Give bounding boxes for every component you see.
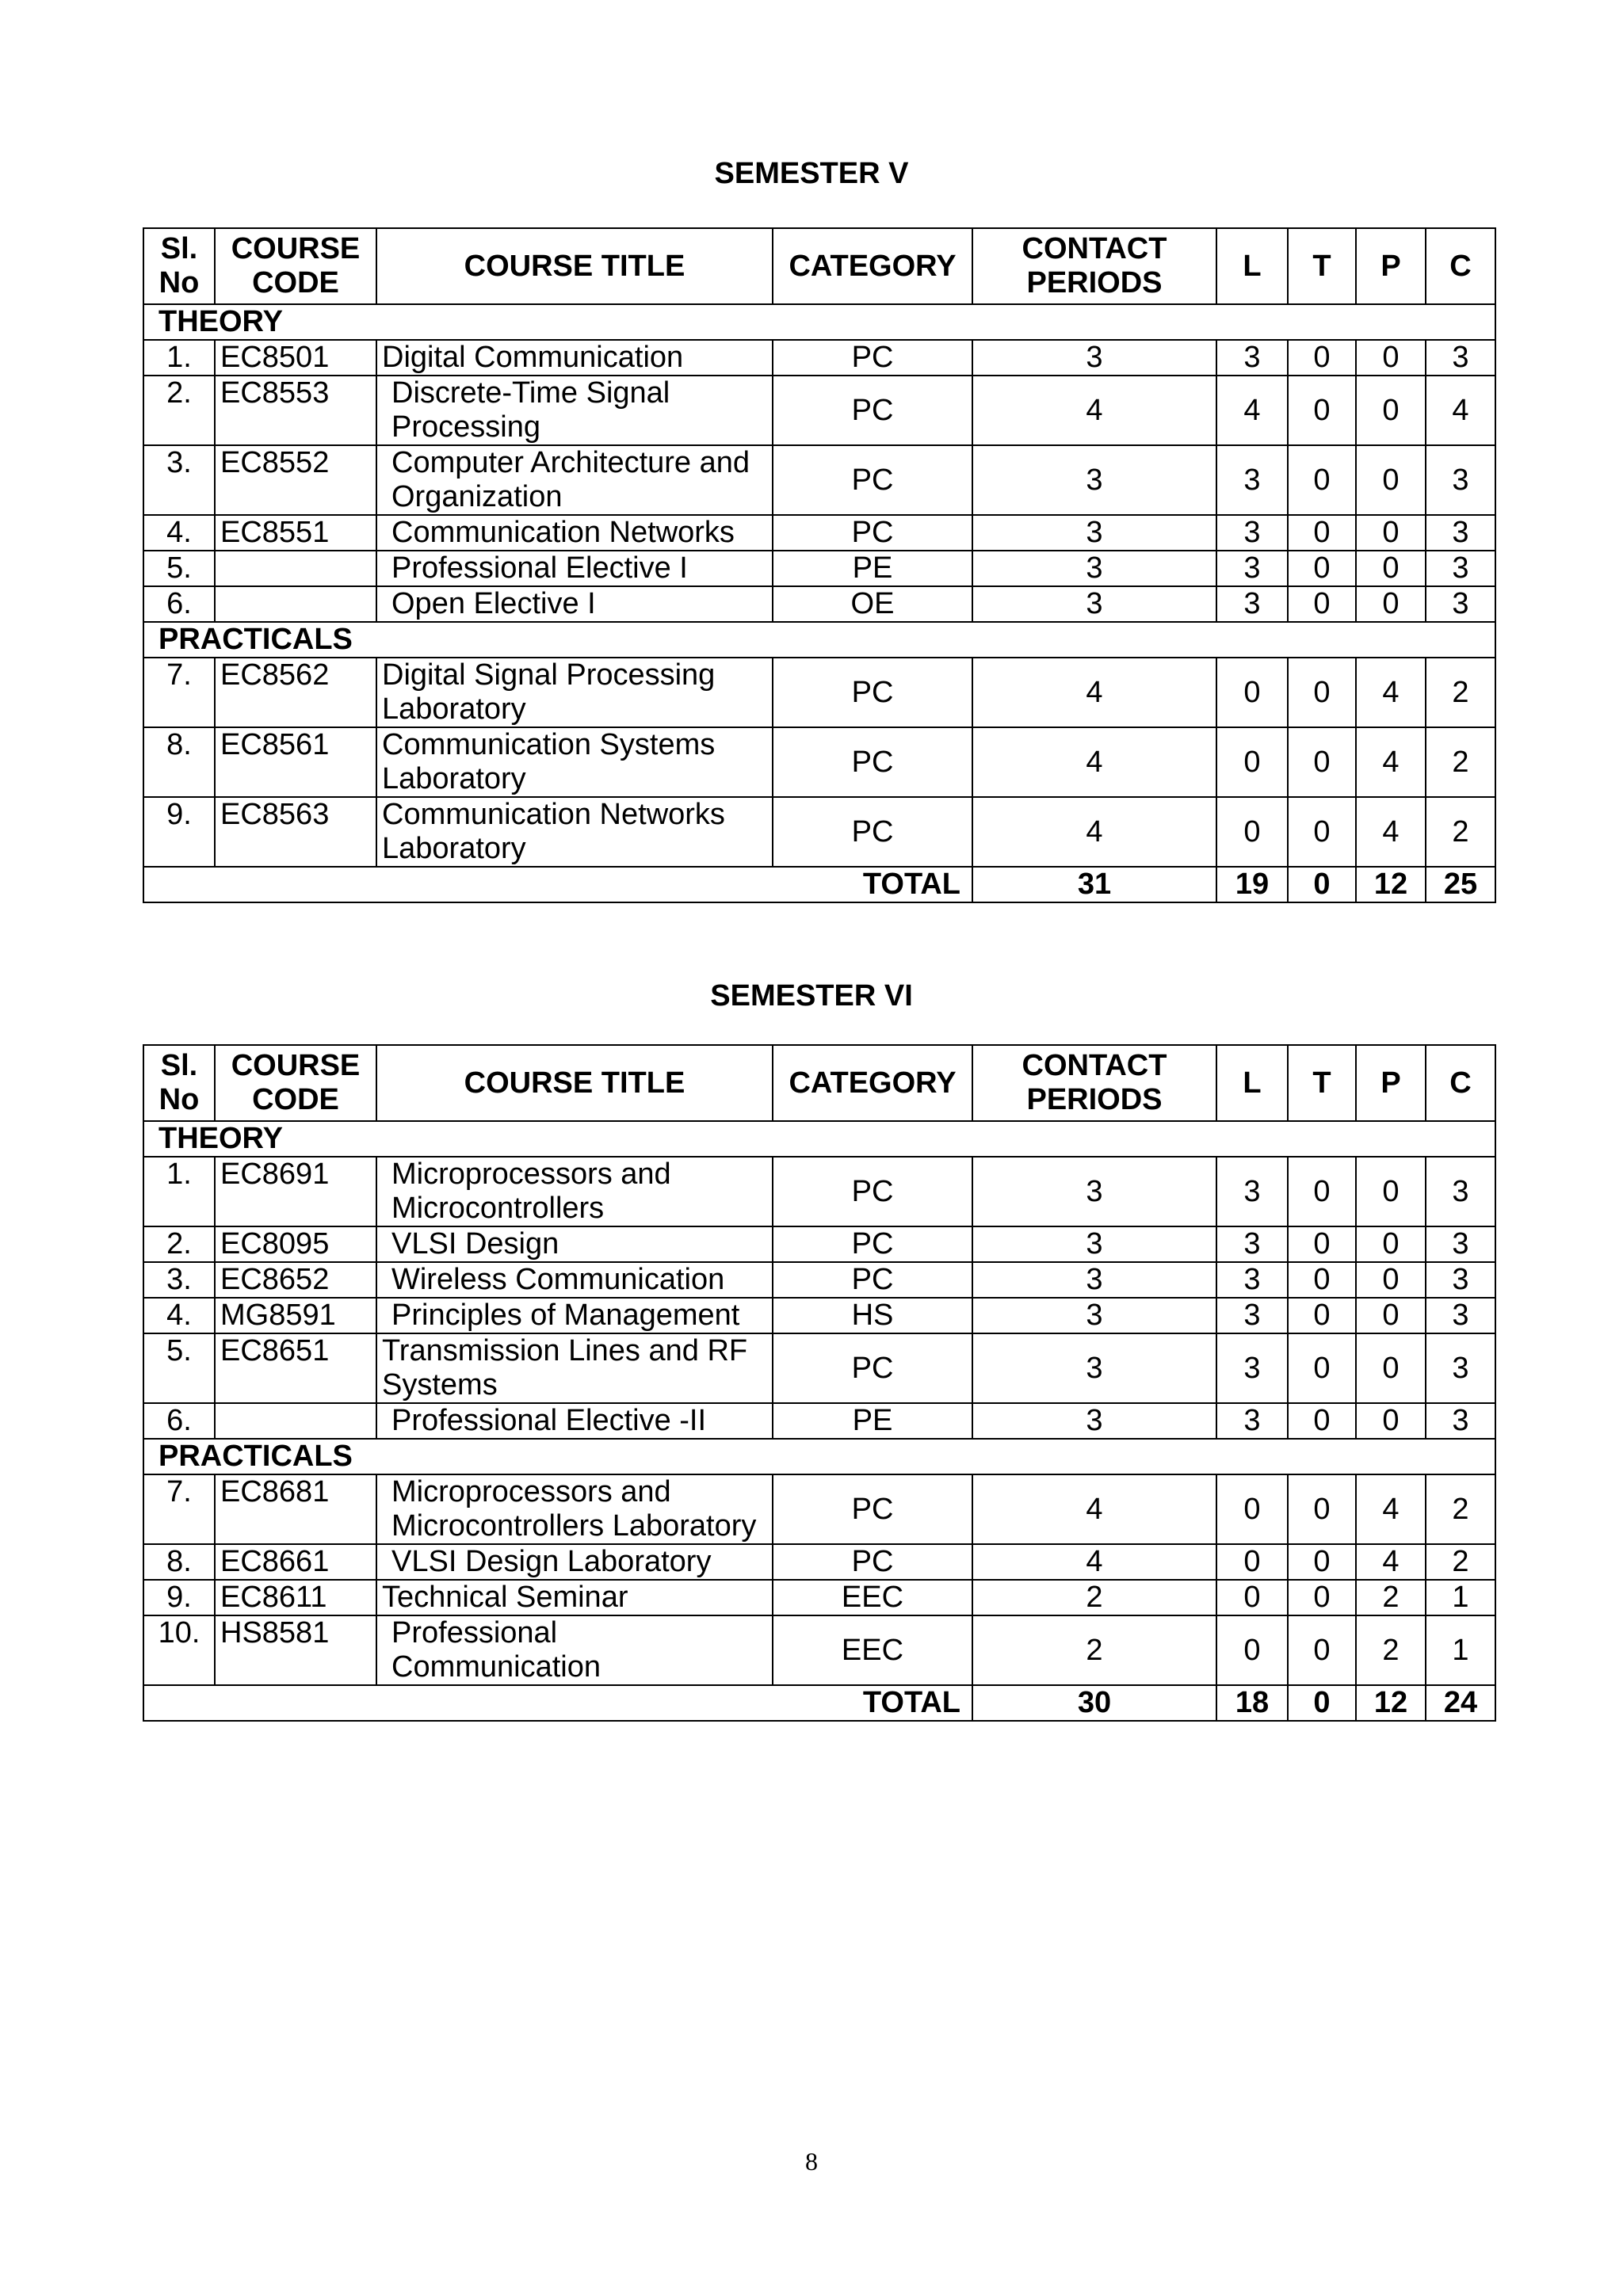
cell-p: 4 <box>1356 658 1426 727</box>
cell-cp: 3 <box>972 1157 1216 1226</box>
cell-no: 5. <box>143 1333 215 1403</box>
cell-c: 3 <box>1426 1403 1495 1439</box>
total-row <box>143 867 1495 902</box>
cell-code: EC8501 <box>215 340 376 376</box>
cell-p: 0 <box>1356 445 1426 515</box>
cell-title: Discrete-Time Signal Processing <box>376 376 773 445</box>
cell-c: 3 <box>1426 340 1495 376</box>
cell-cp: 4 <box>972 1474 1216 1544</box>
cell-t: 0 <box>1288 551 1356 586</box>
cell-c: 3 <box>1426 1262 1495 1298</box>
cell-no: 6. <box>143 1403 215 1439</box>
cell-no: 2. <box>143 376 215 445</box>
cell-p: 0 <box>1356 376 1426 445</box>
cell-t: 0 <box>1288 515 1356 551</box>
cell-t: 0 <box>1288 727 1356 797</box>
cell-title: Digital Communication <box>376 340 773 376</box>
cell-l: 3 <box>1216 1157 1288 1226</box>
cell-p: 4 <box>1356 797 1426 867</box>
cell-l: 3 <box>1216 340 1288 376</box>
cell-cp: 4 <box>972 658 1216 727</box>
cell-l: 3 <box>1216 1262 1288 1298</box>
cell-t: 0 <box>1288 376 1356 445</box>
cell-code: EC8611 <box>215 1580 376 1615</box>
cell-no: 1. <box>143 1157 215 1226</box>
cell-p: 0 <box>1356 1298 1426 1333</box>
cell-c: 2 <box>1426 658 1495 727</box>
cell-cp: 4 <box>972 797 1216 867</box>
total-l: 18 <box>1216 1685 1288 1721</box>
cell-no: 3. <box>143 1262 215 1298</box>
column-header: P <box>1356 228 1426 304</box>
cell-p: 2 <box>1356 1580 1426 1615</box>
cell-l: 3 <box>1216 551 1288 586</box>
semester-v-title: SEMESTER V <box>714 157 909 190</box>
cell-cat: PC <box>773 1262 972 1298</box>
cell-c: 3 <box>1426 551 1495 586</box>
total-cp: 30 <box>972 1685 1216 1721</box>
cell-code: EC8652 <box>215 1262 376 1298</box>
cell-cp: 3 <box>972 1262 1216 1298</box>
column-header: COURSE CODE <box>215 1045 376 1121</box>
course-row <box>143 1474 1495 1544</box>
cell-l: 0 <box>1216 658 1288 727</box>
total-t: 0 <box>1288 867 1356 902</box>
semester-vi-table <box>143 1044 1496 1722</box>
cell-p: 0 <box>1356 1226 1426 1262</box>
total-label: TOTAL <box>143 1685 972 1721</box>
cell-c: 2 <box>1426 797 1495 867</box>
cell-c: 2 <box>1426 1544 1495 1580</box>
section-row <box>143 1439 1495 1474</box>
total-cp: 31 <box>972 867 1216 902</box>
header-row <box>143 228 1495 304</box>
cell-t: 0 <box>1288 1474 1356 1544</box>
cell-code: EC8551 <box>215 515 376 551</box>
cell-cat: PC <box>773 1333 972 1403</box>
course-row <box>143 551 1495 586</box>
cell-no: 4. <box>143 515 215 551</box>
section-label: THEORY <box>143 304 1495 340</box>
cell-cat: PC <box>773 658 972 727</box>
cell-cp: 2 <box>972 1615 1216 1685</box>
total-c: 25 <box>1426 867 1495 902</box>
column-header: CATEGORY <box>773 228 972 304</box>
cell-no: 1. <box>143 340 215 376</box>
cell-cp: 3 <box>972 586 1216 622</box>
total-c: 24 <box>1426 1685 1495 1721</box>
cell-t: 0 <box>1288 1298 1356 1333</box>
course-row <box>143 340 1495 376</box>
cell-no: 3. <box>143 445 215 515</box>
course-row <box>143 1298 1495 1333</box>
cell-no: 10. <box>143 1615 215 1685</box>
cell-no: 5. <box>143 551 215 586</box>
cell-t: 0 <box>1288 586 1356 622</box>
cell-title: Transmission Lines and RF Systems <box>376 1333 773 1403</box>
cell-l: 3 <box>1216 1403 1288 1439</box>
cell-cp: 4 <box>972 376 1216 445</box>
course-row <box>143 1333 1495 1403</box>
cell-code: EC8691 <box>215 1157 376 1226</box>
cell-title: VLSI Design <box>376 1226 773 1262</box>
cell-cp: 3 <box>972 1298 1216 1333</box>
cell-title: Open Elective I <box>376 586 773 622</box>
cell-cp: 3 <box>972 340 1216 376</box>
cell-l: 0 <box>1216 1544 1288 1580</box>
cell-p: 0 <box>1356 515 1426 551</box>
course-row <box>143 1615 1495 1685</box>
column-header: COURSE TITLE <box>376 1045 773 1121</box>
cell-t: 0 <box>1288 658 1356 727</box>
cell-l: 4 <box>1216 376 1288 445</box>
column-header: COURSE TITLE <box>376 228 773 304</box>
cell-l: 3 <box>1216 1333 1288 1403</box>
cell-l: 0 <box>1216 1474 1288 1544</box>
semester-vi-title: SEMESTER VI <box>710 979 913 1013</box>
column-header: T <box>1288 1045 1356 1121</box>
cell-l: 3 <box>1216 1298 1288 1333</box>
column-header: CONTACT PERIODS <box>972 228 1216 304</box>
cell-cp: 4 <box>972 727 1216 797</box>
column-header: C <box>1426 228 1495 304</box>
cell-c: 2 <box>1426 727 1495 797</box>
page-number: 8 <box>805 2147 818 2176</box>
cell-l: 0 <box>1216 1615 1288 1685</box>
cell-cat: PC <box>773 727 972 797</box>
total-t: 0 <box>1288 1685 1356 1721</box>
cell-c: 3 <box>1426 586 1495 622</box>
total-label: TOTAL <box>143 867 972 902</box>
cell-cat: PC <box>773 797 972 867</box>
cell-title: Digital Signal Processing Laboratory <box>376 658 773 727</box>
cell-p: 0 <box>1356 1262 1426 1298</box>
cell-code: EC8651 <box>215 1333 376 1403</box>
cell-cat: PE <box>773 551 972 586</box>
cell-no: 9. <box>143 797 215 867</box>
cell-cp: 3 <box>972 551 1216 586</box>
cell-title: VLSI Design Laboratory <box>376 1544 773 1580</box>
cell-code <box>215 1403 376 1439</box>
cell-c: 3 <box>1426 1226 1495 1262</box>
cell-t: 0 <box>1288 1262 1356 1298</box>
cell-cat: OE <box>773 586 972 622</box>
course-row <box>143 658 1495 727</box>
section-label: PRACTICALS <box>143 1439 1495 1474</box>
cell-t: 0 <box>1288 1403 1356 1439</box>
course-row <box>143 797 1495 867</box>
cell-cat: EEC <box>773 1580 972 1615</box>
cell-c: 2 <box>1426 1474 1495 1544</box>
section-row <box>143 1121 1495 1157</box>
cell-p: 0 <box>1356 1157 1426 1226</box>
cell-t: 0 <box>1288 1226 1356 1262</box>
cell-cat: PC <box>773 340 972 376</box>
cell-no: 8. <box>143 727 215 797</box>
cell-c: 3 <box>1426 1157 1495 1226</box>
cell-cat: PC <box>773 1474 972 1544</box>
cell-t: 0 <box>1288 797 1356 867</box>
cell-t: 0 <box>1288 1333 1356 1403</box>
cell-p: 0 <box>1356 340 1426 376</box>
course-row <box>143 727 1495 797</box>
cell-l: 0 <box>1216 727 1288 797</box>
course-row <box>143 445 1495 515</box>
column-header: L <box>1216 1045 1288 1121</box>
course-row <box>143 515 1495 551</box>
cell-cp: 3 <box>972 445 1216 515</box>
cell-title: Professional Elective I <box>376 551 773 586</box>
total-p: 12 <box>1356 1685 1426 1721</box>
course-row <box>143 1226 1495 1262</box>
cell-cp: 3 <box>972 1403 1216 1439</box>
cell-p: 4 <box>1356 1544 1426 1580</box>
cell-l: 0 <box>1216 1580 1288 1615</box>
cell-l: 3 <box>1216 586 1288 622</box>
cell-p: 0 <box>1356 551 1426 586</box>
column-header: C <box>1426 1045 1495 1121</box>
cell-title: Wireless Communication <box>376 1262 773 1298</box>
cell-cat: PC <box>773 515 972 551</box>
cell-code: EC8562 <box>215 658 376 727</box>
total-p: 12 <box>1356 867 1426 902</box>
column-header: CONTACT PERIODS <box>972 1045 1216 1121</box>
cell-cat: PC <box>773 1157 972 1226</box>
cell-l: 3 <box>1216 1226 1288 1262</box>
cell-code: EC8681 <box>215 1474 376 1544</box>
cell-title: Professional Communication <box>376 1615 773 1685</box>
cell-c: 3 <box>1426 445 1495 515</box>
cell-title: Microprocessors and Microcontrollers <box>376 1157 773 1226</box>
cell-p: 0 <box>1356 586 1426 622</box>
section-row <box>143 304 1495 340</box>
cell-cat: PC <box>773 445 972 515</box>
cell-title: Professional Elective -II <box>376 1403 773 1439</box>
column-header: Sl. No <box>143 1045 215 1121</box>
cell-t: 0 <box>1288 1580 1356 1615</box>
cell-l: 3 <box>1216 515 1288 551</box>
cell-cat: PC <box>773 1544 972 1580</box>
column-header: L <box>1216 228 1288 304</box>
cell-title: Communication Networks <box>376 515 773 551</box>
cell-c: 3 <box>1426 515 1495 551</box>
cell-cp: 2 <box>972 1580 1216 1615</box>
cell-code: EC8095 <box>215 1226 376 1262</box>
course-row <box>143 1262 1495 1298</box>
cell-cat: EEC <box>773 1615 972 1685</box>
cell-c: 3 <box>1426 1333 1495 1403</box>
cell-code: EC8661 <box>215 1544 376 1580</box>
cell-code: EC8563 <box>215 797 376 867</box>
cell-c: 3 <box>1426 1298 1495 1333</box>
section-label: THEORY <box>143 1121 1495 1157</box>
cell-title: Microprocessors and Microcontrollers Laboratory <box>376 1474 773 1544</box>
cell-t: 0 <box>1288 1544 1356 1580</box>
cell-no: 4. <box>143 1298 215 1333</box>
cell-code <box>215 586 376 622</box>
cell-cat: PE <box>773 1403 972 1439</box>
total-l: 19 <box>1216 867 1288 902</box>
cell-no: 8. <box>143 1544 215 1580</box>
cell-no: 6. <box>143 586 215 622</box>
section-row <box>143 622 1495 658</box>
header-row <box>143 1045 1495 1121</box>
column-header: CATEGORY <box>773 1045 972 1121</box>
cell-title: Principles of Management <box>376 1298 773 1333</box>
cell-no: 7. <box>143 1474 215 1544</box>
cell-t: 0 <box>1288 1615 1356 1685</box>
cell-t: 0 <box>1288 1157 1356 1226</box>
cell-title: Technical Seminar <box>376 1580 773 1615</box>
cell-code: HS8581 <box>215 1615 376 1685</box>
cell-no: 2. <box>143 1226 215 1262</box>
cell-code: EC8561 <box>215 727 376 797</box>
column-header: COURSE CODE <box>215 228 376 304</box>
cell-p: 2 <box>1356 1615 1426 1685</box>
course-row <box>143 586 1495 622</box>
cell-title: Communication Networks Laboratory <box>376 797 773 867</box>
section-label: PRACTICALS <box>143 622 1495 658</box>
cell-p: 4 <box>1356 727 1426 797</box>
cell-code: EC8552 <box>215 445 376 515</box>
semester-v-table <box>143 227 1496 903</box>
cell-cat: PC <box>773 376 972 445</box>
total-row <box>143 1685 1495 1721</box>
cell-p: 4 <box>1356 1474 1426 1544</box>
cell-cat: HS <box>773 1298 972 1333</box>
cell-c: 4 <box>1426 376 1495 445</box>
cell-t: 0 <box>1288 340 1356 376</box>
cell-code: MG8591 <box>215 1298 376 1333</box>
cell-cp: 3 <box>972 1333 1216 1403</box>
cell-c: 1 <box>1426 1580 1495 1615</box>
column-header: T <box>1288 228 1356 304</box>
course-row <box>143 1403 1495 1439</box>
column-header: Sl. No <box>143 228 215 304</box>
cell-l: 0 <box>1216 797 1288 867</box>
course-row <box>143 1544 1495 1580</box>
cell-t: 0 <box>1288 445 1356 515</box>
cell-l: 3 <box>1216 445 1288 515</box>
course-row <box>143 376 1495 445</box>
cell-cp: 3 <box>972 1226 1216 1262</box>
cell-p: 0 <box>1356 1403 1426 1439</box>
cell-code: EC8553 <box>215 376 376 445</box>
course-row <box>143 1580 1495 1615</box>
cell-title: Communication Systems Laboratory <box>376 727 773 797</box>
cell-p: 0 <box>1356 1333 1426 1403</box>
course-row <box>143 1157 1495 1226</box>
cell-no: 7. <box>143 658 215 727</box>
cell-code <box>215 551 376 586</box>
column-header: P <box>1356 1045 1426 1121</box>
cell-cp: 3 <box>972 515 1216 551</box>
cell-no: 9. <box>143 1580 215 1615</box>
cell-c: 1 <box>1426 1615 1495 1685</box>
cell-title: Computer Architecture and Organization <box>376 445 773 515</box>
cell-cp: 4 <box>972 1544 1216 1580</box>
cell-cat: PC <box>773 1226 972 1262</box>
